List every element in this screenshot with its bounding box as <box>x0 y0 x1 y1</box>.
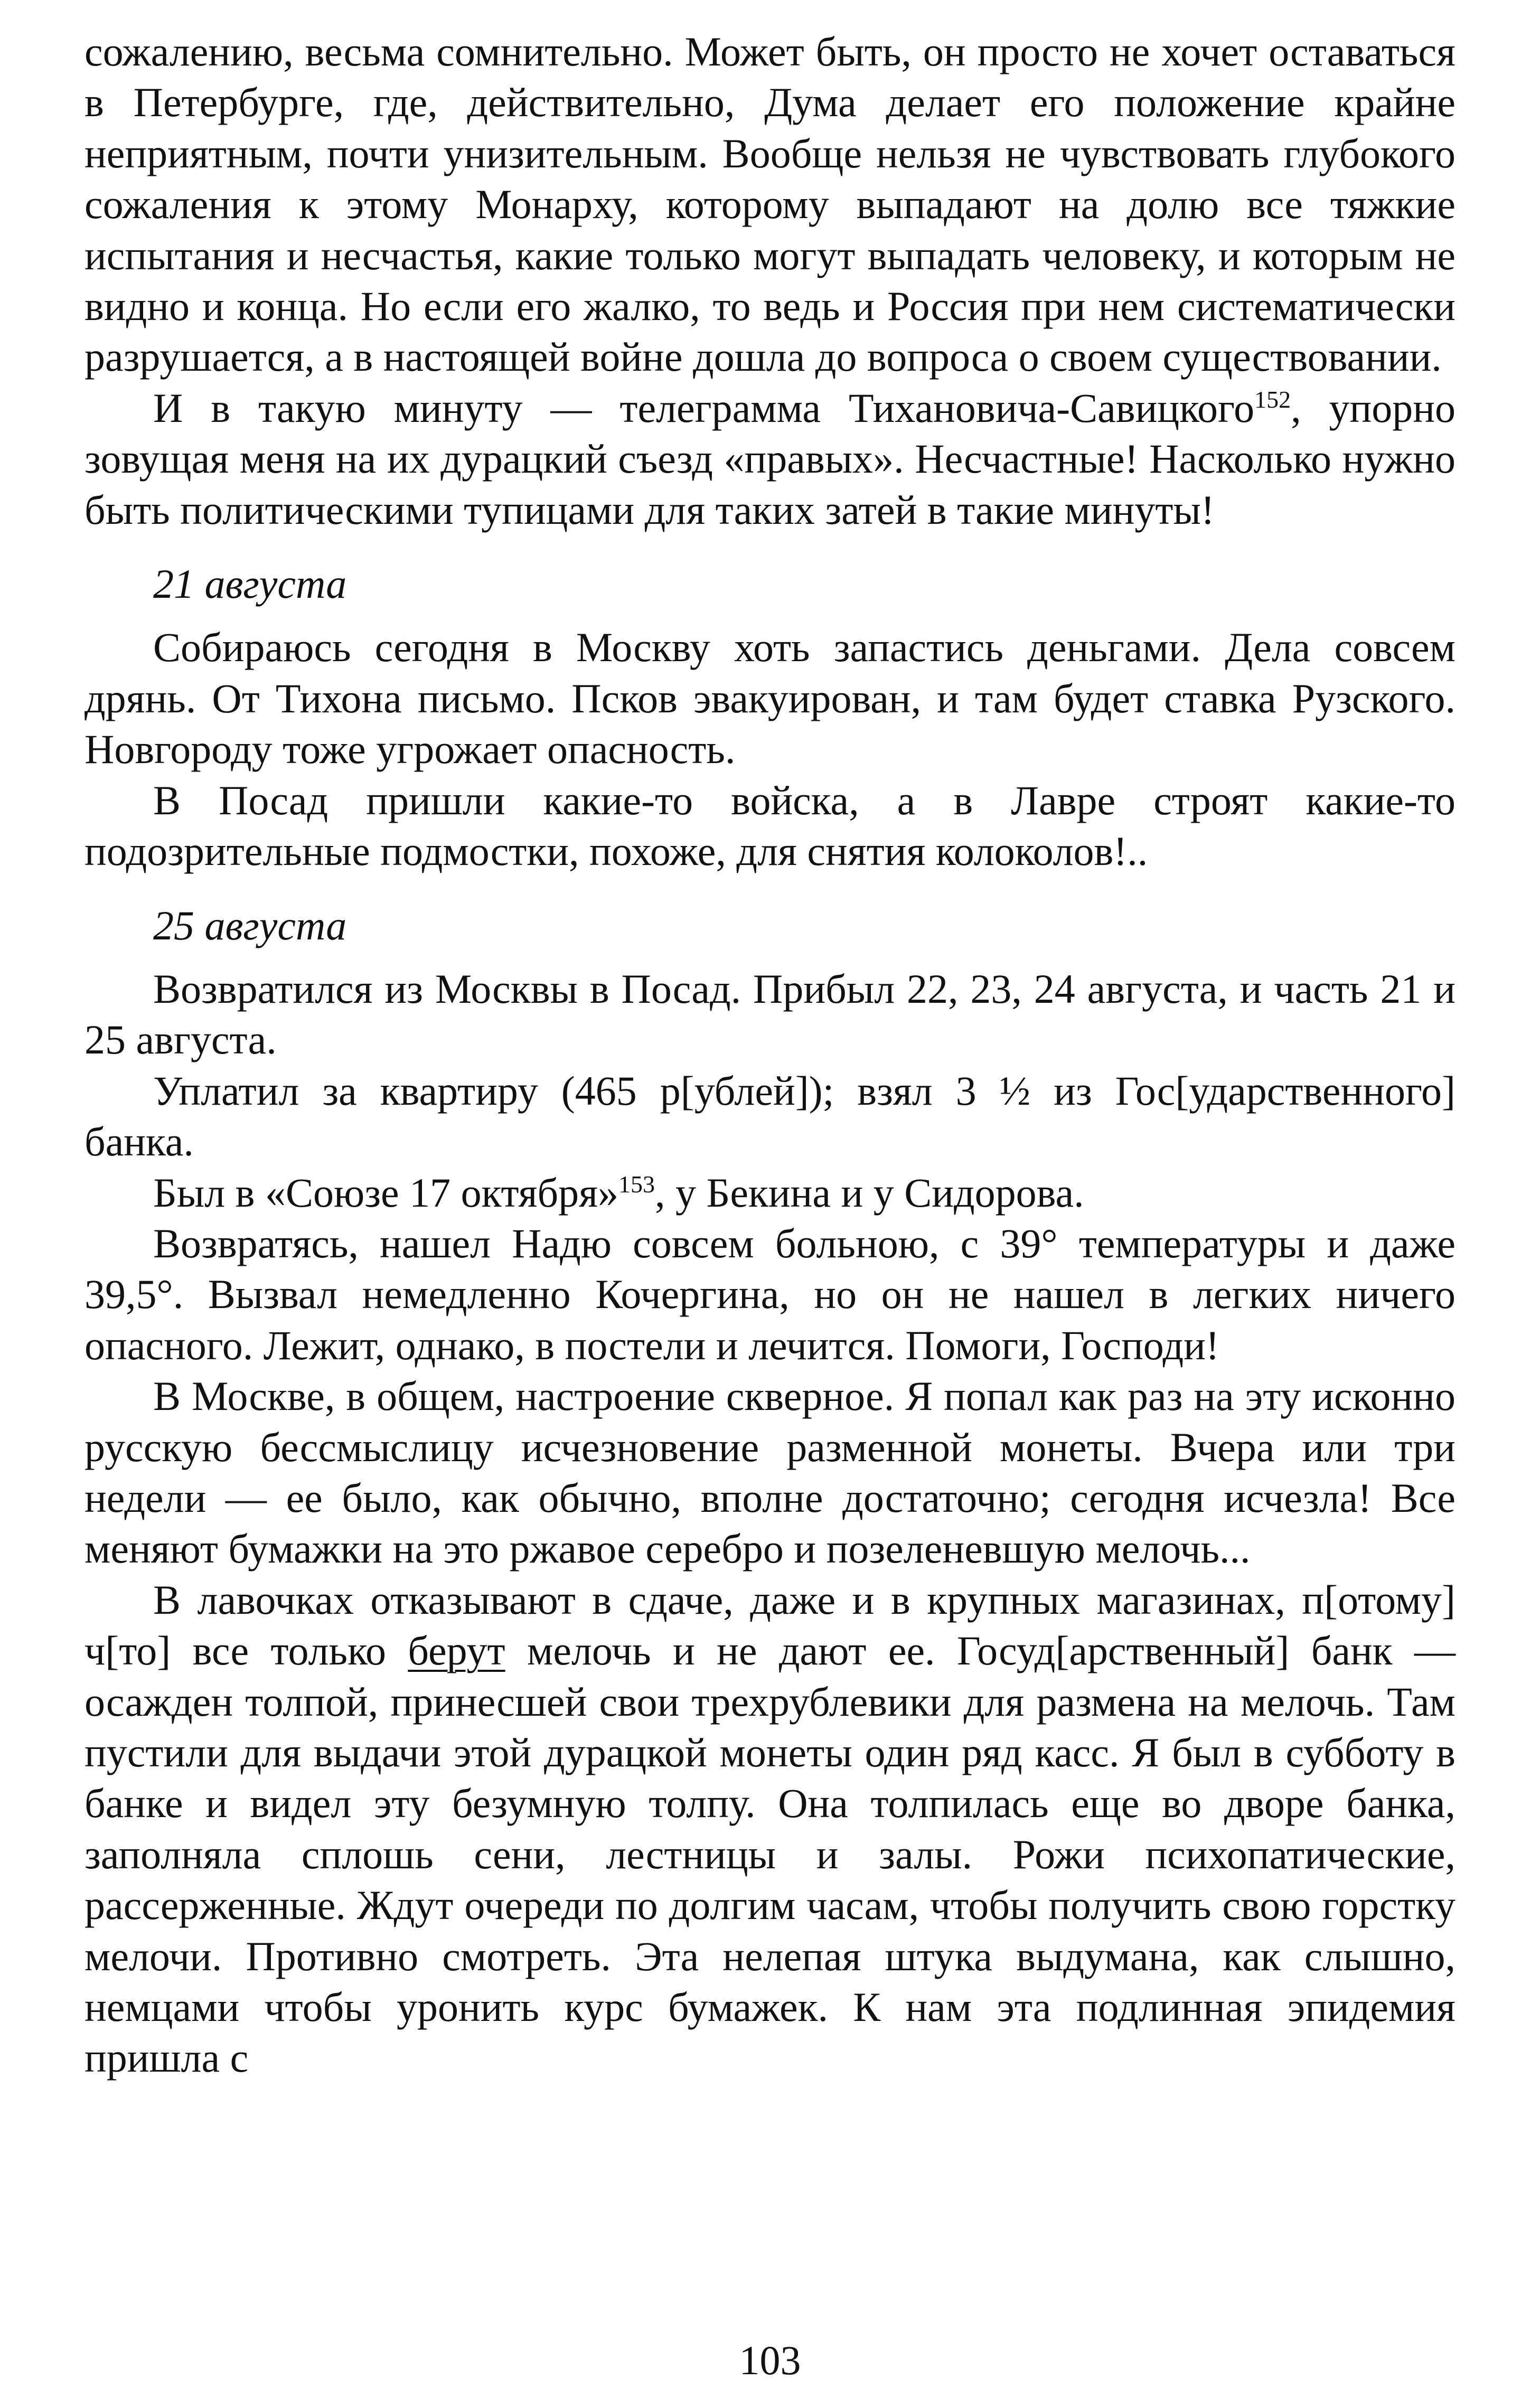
date-heading-25-august: 25 августа <box>153 902 347 948</box>
paragraph-2-text-b: , упорно зовущая меня на их дурацкий съезд «правых». Несчастные! Насколько нужно быть политическими тупицами для таких затей в такие минуты! <box>84 384 1456 533</box>
paragraph-10 <box>84 1575 1456 2084</box>
footnote-ref-152: 152 <box>1254 385 1291 413</box>
paragraph-10-text-a: В лавочках отказывают в сдаче, даже и в крупных магазинах, п[отому] ч[то] все только <box>84 1576 1456 1674</box>
paragraph-1: сожалению, весьма сомнительно. Может быть, он просто не хочет оставаться в Петербурге, где, действительно, Дума делает его положение крайне неприятным, почти унизительным. Вообще нельзя не чувствовать глубокого сожаления к этому Монарху, которому выпадают на долю все тяжкие испытания и несчастья, какие только могут выпадать человеку, и которым не видно и конца. Но если его жалко, то ведь и Россия при нем систематически разрушается, а в настоящей войне дошла до вопроса о своем существовании. <box>84 29 1456 380</box>
paragraph-2 <box>84 383 1456 535</box>
date-heading-21-august: 21 августа <box>153 561 347 607</box>
underlined-word: берут <box>408 1628 505 1674</box>
footnote-ref-153: 153 <box>618 1170 655 1198</box>
paragraph-10-text-b: мелочь и не дают ее. Госуд[арственный] банк — осажден толпой, принесшей свои трехрублевики для размена на мелочь. Там пустили для выдачи этой дурацкой монеты один ряд касс. Я был в субботу в банке и видел эту безумную толпу. Она толпилась еще во дворе банка, заполняла сплошь сени, лестницы и залы. Рожи психопатические, рассерженные. Ждут очереди по долгим часам, чтобы получить свою горстку мелочи. Противно смотреть. Эта нелепая штука выдумана, как слышно, немцами чтобы уронить курс бумажек. К нам эта подлинная эпидемия пришла с <box>84 1628 1456 2081</box>
paragraph-2-text-a: И в такую минуту — телеграмма Тихановича-Савицкого <box>153 384 1255 431</box>
page-number: 103 <box>739 2337 801 2383</box>
paragraph-7-text-b: , у Бекина и у Сидорова. <box>655 1169 1084 1216</box>
paragraph-9: В Москве, в общем, настроение скверное. Я попал как раз на эту исконно русскую бессмыслицу исчезновение разменной монеты. Вчера или три недели — ее было, как обычно, вполне достаточно; сегодня исчезла! Все меняют бумажки на это ржавое серебро и позеленевшую мелочь... <box>84 1373 1456 1572</box>
page-text <box>84 26 1456 2084</box>
paragraph-3: Собираюсь сегодня в Москву хоть запастись деньгами. Дела совсем дрянь. От Тихона письмо. Псков эвакуирован, и там будет ставка Рузского. Новгороду тоже угрожает опасность. <box>84 624 1456 773</box>
paragraph-8: Возвратясь, нашел Надю совсем больною, с 39° температуры и даже 39,5°. Вызвал немедленно Кочергина, но он не нашел в легких ничего опасного. Лежит, однако, в постели и лечится. Помоги, Господи! <box>84 1220 1456 1368</box>
paragraph-7 <box>84 1168 1456 1218</box>
paragraph-5: Возвратился из Москвы в Посад. Прибыл 22, 23, 24 августа, и часть 21 и 25 августа. <box>84 965 1456 1063</box>
paragraph-6: Уплатил за квартиру (465 р[ублей]); взял 3 ½ из Гос[ударственного] банка. <box>84 1067 1456 1165</box>
paragraph-4: В Посад пришли какие-то войска, а в Лавре строят какие-то подозрительные подмостки, похоже, для снятия колоколов!.. <box>84 777 1456 874</box>
paragraph-7-text-a: Был в «Союзе 17 октября» <box>153 1169 619 1216</box>
